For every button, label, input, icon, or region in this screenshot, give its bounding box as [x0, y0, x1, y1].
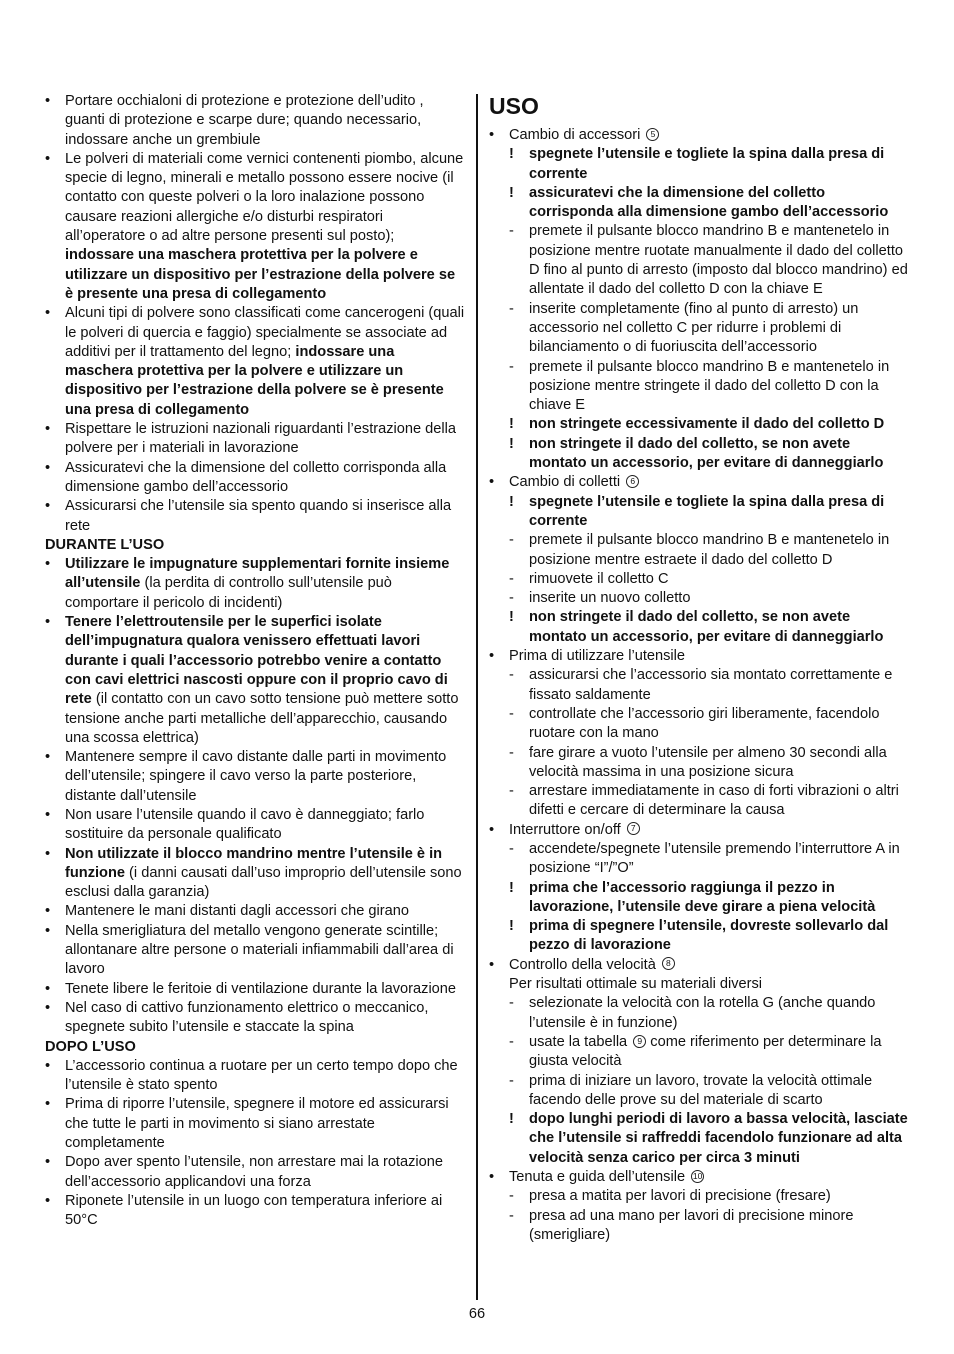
item-text: Mantenere sempre il cavo distante dalle parti in movimento dell’utensile; spingere il cavo verso la parte posteriore, distante dall’utensile: [65, 749, 447, 804]
item-text: Alcuni tipi di polvere sono classificati come cancerogeni (quali le polveri di quercia e faggio) specialmente se associate ad additivi per il trattamento del legno;: [65, 305, 465, 360]
warning-item: [489, 1110, 911, 1168]
item-text: presa ad una mano per lavori di precisione minore (smerigliare): [529, 1207, 854, 1243]
item-text: Per risultati ottimale su materiali diversi: [509, 976, 763, 993]
bullet-item: [45, 980, 465, 999]
item-text: Riponete l’utensile in un luogo con temperatura inferiore ai 50°C: [65, 1192, 443, 1229]
item-text: non stringete il dado del colletto, se non avete montato un accessorio, per evitare di danneggiarlo: [529, 435, 884, 472]
dash-item: [489, 1207, 911, 1246]
item-text: Cambio di accessori: [509, 127, 645, 143]
dash-item: [489, 705, 911, 744]
bullet-item: [489, 1168, 911, 1187]
item-text: spegnete l’utensile e togliete la spina dalla presa di corrente: [529, 493, 885, 529]
item-text: assicurarsi che l’accessorio sia montato correttamente e fissato saldamente: [529, 667, 893, 703]
column-divider: [476, 94, 478, 1300]
item-text: accendete/spegnete l’utensile premendo l’interruttore A in posizione “I”/”O”: [529, 840, 900, 877]
bullet-item: [45, 999, 465, 1038]
item-text: Portare occhialoni di protezione e protezione dell’udito , guanti di protezione e scarpe dure; quando necessario, indossare anche un grembiule: [65, 93, 424, 148]
bullet-item: [45, 420, 465, 459]
dash-item: [489, 358, 911, 416]
dash-item: [489, 782, 911, 821]
bullet-item: [45, 459, 465, 498]
item-text-cont: come riferimento per determinare la giusta velocità: [529, 1033, 882, 1070]
bullet-item: [45, 555, 465, 613]
section-heading: DOPO L’USO: [45, 1038, 136, 1055]
bullet-item: [45, 845, 465, 903]
item-text: premete il pulsante blocco mandrino B e mantenetelo in posizione mentre stringete il dado del colletto D con la chiave E: [529, 358, 890, 414]
item-text: arrestare immediatamente in caso di forti vibrazioni o altri difetti e cercare di determinare la causa: [529, 783, 899, 819]
bullet-item: [45, 1057, 465, 1096]
bullet-item: [489, 956, 911, 975]
item-text: Nella smerigliatura del metallo vengono generate scintille; allontanare altre persone o materiali infiammabili dall’area di lavoro: [65, 922, 454, 978]
item-text: Rispettare le istruzioni nazionali riguardanti l’estrazione della polvere per i materiali in lavorazione: [65, 421, 456, 457]
item-text: usate la tabella: [529, 1033, 632, 1050]
item-text: (i danni causati dall’uso improprio dell’utensile sono esclusi dalla garanzia): [65, 864, 462, 901]
warning-item: [489, 184, 911, 223]
figure-ref-number: 9: [633, 1035, 646, 1048]
figure-ref-number: 10: [692, 1170, 703, 1181]
item-text: Prima di utilizzare l’utensile: [509, 648, 686, 665]
figure-ref-number: 7: [627, 822, 640, 835]
dash-item: [489, 744, 911, 783]
item-text: Assicurarsi che l’utensile sia spento quando si inserisce alla rete: [65, 498, 452, 534]
item-text: Nel caso di cattivo funzionamento elettrico o meccanico, spegnete subito l’utensile e staccate la spina: [65, 999, 429, 1036]
item-text: Cambio di colletti: [509, 474, 625, 491]
warning-item: [489, 608, 911, 647]
bullet-item: [45, 1192, 465, 1231]
bullet-item: [45, 304, 465, 420]
bold-text: Utilizzare le impugnature supplementari fornite insieme all’utensile: [65, 556, 450, 592]
item-text: spegnete l’utensile e togliete la spina dalla presa di corrente: [529, 146, 885, 182]
warning-item: [489, 917, 911, 956]
item-text: (la perdita di controllo sull’utensile può comportare il pericolo di incidenti): [65, 575, 392, 611]
bullet-item: [45, 902, 465, 921]
item-text: fare girare a vuoto l’utensile per almeno 30 secondi alla velocità massima in una posizione sicura: [529, 744, 887, 780]
item-text: prima di iniziare un lavoro, trovate la velocità ottimale facendo delle prove su del materiale di scarto: [529, 1072, 873, 1108]
item-text: (il contatto con un cavo sotto tensione può mettere sotto tensione anche parti metalliche dell’apparecchio, causando una scossa elettrica): [65, 691, 459, 746]
bullet-item: [489, 647, 911, 666]
bullet-item: [489, 821, 911, 840]
item-text: presa a matita per lavori di precisione (fresare): [529, 1188, 831, 1205]
bullet-item: [45, 1153, 465, 1192]
warning-item: [489, 145, 911, 184]
warning-item: [489, 879, 911, 918]
page-number: 66: [468, 1306, 486, 1322]
item-text: Prima di riporre l’utensile, spegnere il motore ed assicurarsi che tutte le parti in movimento si siano arrestate completamente: [65, 1096, 449, 1152]
item-text: non stringete il dado del colletto, se non avete montato un accessorio, per evitare di danneggiarlo: [529, 609, 884, 645]
item-text: inserite completamente (fino al punto di arresto) un accessorio nel colletto C per ridurre i problemi di bilanciamento o di fuoriuscita dell’accessorio: [529, 300, 859, 356]
figure-ref-number: 5: [646, 128, 659, 141]
dash-item: [489, 994, 911, 1033]
item-text: assicuratevi che la dimensione del colletto corrisponda alla dimensione gambo dell’accessorio: [529, 184, 889, 221]
item-text: prima che l’accessorio raggiunga il pezzo in lavorazione, l’utensile deve girare a piena velocità: [529, 879, 876, 915]
item-text: Mantenere le mani distanti dagli accessori che girano: [65, 903, 409, 920]
figure-ref-number: 6: [626, 475, 639, 488]
section-heading: DURANTE L’USO: [45, 536, 165, 553]
dash-item: [489, 222, 911, 299]
bullet-item: [45, 92, 465, 150]
section-title: USO: [489, 93, 539, 119]
dash-item: [489, 1033, 911, 1072]
item-text: dopo lunghi periodi di lavoro a bassa velocità, lasciate che l’utensile si raffreddi facendolo funzionare ad alta velocità senza carico per circa 3 minuti: [529, 1111, 908, 1166]
dash-item: [489, 1072, 911, 1111]
dash-item: [489, 666, 911, 705]
warning-item: [489, 435, 911, 474]
bold-text: Tenere l’elettroutensile per le superfici isolate dell’impugnatura qualora venissero effettuati lavori durante i quali l’accessorio potrebbo venire a contatto con cavi elettrici nascosti oppure con il proprio cavo di rete: [65, 614, 448, 708]
dash-item: [489, 570, 911, 589]
dash-item: [489, 1187, 911, 1206]
item-text: Tenete libere le feritoie di ventilazione durante la lavorazione: [65, 980, 457, 997]
item-text: Dopo aver spento l’utensile, non arrestare mai la rotazione dell’accessorio applicandovi una forza: [65, 1154, 444, 1190]
dash-item: [489, 531, 911, 570]
bullet-item: [45, 497, 465, 536]
bullet-item: [45, 613, 465, 748]
item-text: Le polveri di materiali come vernici contenenti piombo, alcune specie di legno, minerali e metallo possono essere nocive (il contatto con queste polveri o la loro inalazione possono causare reazioni allergiche e/o disturbi respiratori all’operatore o ad altre persone presenti sul posto);: [65, 150, 464, 245]
bold-text: indossare una maschera protettiva per la polvere e utilizzare un dispositivo per l’estrazione della polvere se è presente una presa di collegamento: [65, 247, 456, 302]
item-text: non stringete eccessivamente il dado del colletto D: [529, 416, 885, 433]
bullet-item: [45, 806, 465, 845]
item-text: Tenuta e guida dell’utensile: [509, 1169, 690, 1186]
item-text: controllate che l’accessorio giri liberamente, facendolo ruotare con la mano: [529, 705, 880, 742]
left-column: [45, 92, 465, 1231]
bullet-item: [45, 748, 465, 806]
item-text: Interruttore on/off: [509, 821, 625, 838]
dash-item: [489, 840, 911, 879]
right-column: [489, 92, 911, 1245]
bullet-item: [489, 473, 911, 492]
bullet-item: [45, 922, 465, 980]
dash-item: [489, 589, 911, 608]
paragraph: [489, 975, 911, 994]
bullet-item: [45, 150, 465, 304]
item-text: inserite un nuovo colletto: [529, 590, 691, 607]
warning-item: [489, 493, 911, 532]
bullet-item: [489, 126, 911, 145]
item-text: Assicuratevi che la dimensione del colletto corrisponda alla dimensione gambo dell’accessorio: [65, 459, 447, 495]
item-text: Non usare l’utensile quando il cavo è danneggiato; farlo sostituire da personale qualificato: [65, 806, 425, 843]
item-text: premete il pulsante blocco mandrino B e mantenetelo in posizione mentre ruotate manualmente il dado del colletto D fino al punto di arresto (imposto dal blocco mandrino) ed allentate il dado del colletto D con la chiave E: [529, 223, 908, 298]
item-text: L’accessorio continua a ruotare per un certo tempo dopo che l’utensile è stato spento: [65, 1057, 458, 1094]
figure-ref-number: 8: [662, 957, 675, 970]
item-text: premete il pulsante blocco mandrino B e mantenetelo in posizione mentre estraete il dado del colletto D: [529, 532, 890, 568]
warning-item: [489, 415, 911, 434]
item-text: prima di spegnere l’utensile, dovreste sollevarlo dal pezzo di lavorazione: [529, 918, 889, 954]
bold-text: indossare una maschera protettiva per la polvere e utilizzare un dispositivo per l’estrazione della polvere se è presente una presa di collegamento: [65, 343, 444, 418]
dash-item: [489, 300, 911, 358]
item-text: Controllo della velocità: [509, 956, 660, 973]
item-text: rimuovete il colletto C: [529, 570, 669, 587]
bold-text: Non utilizzate il blocco mandrino mentre l’utensile è in funzione: [65, 845, 443, 881]
item-text: selezionate la velocità con la rotella G (anche quando l’utensile è in funzione): [529, 995, 876, 1031]
bullet-item: [45, 1095, 465, 1153]
